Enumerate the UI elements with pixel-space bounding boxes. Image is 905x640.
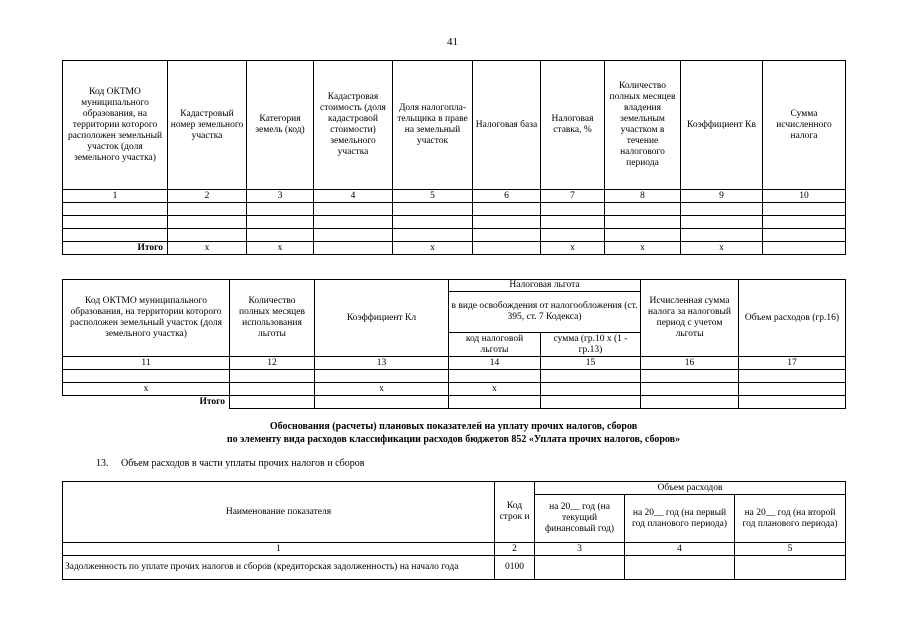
- header-cell: Объем расходов: [535, 482, 846, 495]
- header-cell: Коэффициент Кл: [315, 280, 449, 357]
- table-cell[interactable]: [739, 383, 846, 396]
- table-cell[interactable]: [315, 370, 449, 383]
- total-row: [63, 396, 846, 409]
- table-cell[interactable]: [168, 203, 247, 216]
- table-cell[interactable]: [314, 203, 393, 216]
- table-cell[interactable]: [393, 229, 473, 242]
- table-cell[interactable]: [314, 229, 393, 242]
- header-cell: Код строк и: [495, 482, 535, 543]
- column-number: 11: [63, 357, 230, 370]
- table-row: [63, 229, 846, 242]
- column-number: 10: [763, 190, 846, 203]
- total-cell[interactable]: [315, 396, 449, 409]
- section-number: 13.: [96, 458, 109, 469]
- total-cell[interactable]: [763, 242, 846, 255]
- total-cell: x: [681, 242, 763, 255]
- header-cell: на 20__ год (на второй год планового периода): [735, 495, 846, 543]
- column-number: 6: [473, 190, 541, 203]
- table-cell[interactable]: [763, 216, 846, 229]
- column-number: 16: [641, 357, 739, 370]
- row-label: Задолженность по уплате прочих налогов и сборов (кредиторская задолженность) на начало года: [63, 556, 495, 580]
- total-cell[interactable]: [641, 396, 739, 409]
- table-cell: x: [449, 383, 541, 396]
- table-cell[interactable]: [735, 556, 846, 580]
- table-row: [63, 216, 846, 229]
- table-cell[interactable]: [63, 216, 168, 229]
- table-cell[interactable]: [247, 216, 314, 229]
- total-cell: x: [247, 242, 314, 255]
- table-cell[interactable]: [763, 229, 846, 242]
- table-cell: x: [63, 383, 230, 396]
- column-number: 1: [63, 543, 495, 556]
- header-cell: Исчисленная сумма налога за налоговый период с учетом льготы: [641, 280, 739, 357]
- header-cell: Категория земель (код): [247, 61, 314, 190]
- column-number: 7: [541, 190, 605, 203]
- table-header-row: [63, 61, 846, 190]
- table-cell[interactable]: [63, 203, 168, 216]
- header-cell: Количество полных месяцев использования льготы: [230, 280, 315, 357]
- column-number: 3: [535, 543, 625, 556]
- table-cell[interactable]: [393, 216, 473, 229]
- header-cell: код налоговой льготы: [449, 333, 541, 357]
- table-row: [63, 556, 846, 580]
- table-cell[interactable]: [63, 370, 230, 383]
- table-header-row: [63, 280, 846, 292]
- header-cell: Объем расходов (гр.16): [739, 280, 846, 357]
- table-cell[interactable]: [681, 229, 763, 242]
- column-number: 4: [625, 543, 735, 556]
- column-number: 13: [315, 357, 449, 370]
- table-cell[interactable]: [314, 216, 393, 229]
- table-cell[interactable]: [541, 383, 641, 396]
- table-cell[interactable]: [681, 216, 763, 229]
- table-cell[interactable]: [535, 556, 625, 580]
- header-cell: Наименование показателя: [63, 482, 495, 543]
- heading-line: по элементу вида расходов классификации расходов бюджетов 852 «Уплата прочих налогов, сборов»: [226, 434, 681, 445]
- table-cell[interactable]: [739, 370, 846, 383]
- column-number-row: [63, 190, 846, 203]
- table-cell[interactable]: [541, 229, 605, 242]
- total-cell[interactable]: [230, 396, 315, 409]
- column-number: 15: [541, 357, 641, 370]
- heading-line: Обоснования (расчеты) плановых показателей на уплату прочих налогов, сборов: [269, 421, 638, 432]
- table-cell[interactable]: [168, 229, 247, 242]
- total-cell[interactable]: [473, 242, 541, 255]
- table-cell[interactable]: [605, 216, 681, 229]
- header-cell: Налоговая льгота: [449, 280, 641, 292]
- table-cell[interactable]: [473, 203, 541, 216]
- column-number: 17: [739, 357, 846, 370]
- header-cell: Код ОКТМО муниципального образования, на территории которого расположен земельный участок (доля земельного участка): [63, 61, 168, 190]
- header-cell: в виде освобождения от налогообложения (ст. 395, ст. 7 Кодекса): [449, 292, 641, 332]
- header-cell: на 20__ год (на текущий финансовый год): [535, 495, 625, 543]
- column-number: 5: [735, 543, 846, 556]
- table-cell[interactable]: [681, 203, 763, 216]
- land-tax-table: [62, 60, 846, 255]
- total-cell: x: [605, 242, 681, 255]
- table-cell[interactable]: [641, 370, 739, 383]
- table-cell[interactable]: [247, 203, 314, 216]
- column-number: 14: [449, 357, 541, 370]
- header-cell: на 20__ год (на первый год планового периода): [625, 495, 735, 543]
- total-cell[interactable]: [449, 396, 541, 409]
- total-cell: x: [393, 242, 473, 255]
- table-cell[interactable]: [63, 229, 168, 242]
- total-label: Итого: [199, 396, 225, 407]
- total-cell[interactable]: [314, 242, 393, 255]
- column-number: 3: [247, 190, 314, 203]
- table-cell[interactable]: [605, 229, 681, 242]
- total-label: Итого: [63, 242, 168, 255]
- table-cell[interactable]: [473, 216, 541, 229]
- header-cell: Налоговая база: [473, 61, 541, 190]
- page-number: 41: [447, 36, 458, 48]
- column-number-row: [63, 357, 846, 370]
- table-cell[interactable]: [473, 229, 541, 242]
- table-cell[interactable]: [393, 203, 473, 216]
- header-cell: Доля налогопла-тельщика в праве на земельный участок: [393, 61, 473, 190]
- table-cell[interactable]: [230, 383, 315, 396]
- table-cell[interactable]: [247, 229, 314, 242]
- table-cell[interactable]: [641, 383, 739, 396]
- section-title: [96, 458, 364, 469]
- table-cell[interactable]: [541, 203, 605, 216]
- total-cell[interactable]: [739, 396, 846, 409]
- table-cell[interactable]: [541, 370, 641, 383]
- table-cell[interactable]: [230, 370, 315, 383]
- column-number: 12: [230, 357, 315, 370]
- row-code: 0100: [495, 556, 535, 580]
- total-cell: x: [541, 242, 605, 255]
- table-cell[interactable]: [449, 370, 541, 383]
- table-row: [63, 383, 846, 396]
- table-cell[interactable]: [625, 556, 735, 580]
- table-row: [63, 370, 846, 383]
- table-cell[interactable]: [605, 203, 681, 216]
- header-cell: сумма (гр.10 x (1 - гр.13): [541, 333, 641, 357]
- total-row: [63, 242, 846, 255]
- column-number: 1: [63, 190, 168, 203]
- column-number: 8: [605, 190, 681, 203]
- column-number: 9: [681, 190, 763, 203]
- other-taxes-table: [62, 481, 846, 580]
- header-cell: Кадастровая стоимость (доля кадастровой стоимости) земельного участка: [314, 61, 393, 190]
- column-number: 2: [495, 543, 535, 556]
- total-cell: x: [168, 242, 247, 255]
- header-cell: Количество полных месяцев владения земельным участком в течение налогового периода: [605, 61, 681, 190]
- table-cell[interactable]: [763, 203, 846, 216]
- total-cell[interactable]: [541, 396, 641, 409]
- column-number-row: [63, 543, 846, 556]
- column-number: 4: [314, 190, 393, 203]
- table-cell[interactable]: [541, 216, 605, 229]
- table-cell[interactable]: [168, 216, 247, 229]
- column-number: 2: [168, 190, 247, 203]
- section-title-text: Объем расходов в части уплаты прочих налогов и сборов: [121, 458, 365, 469]
- header-cell: Сумма исчисленного налога: [763, 61, 846, 190]
- table-cell: x: [315, 383, 449, 396]
- header-cell: Кадастровый номер земельного участка: [168, 61, 247, 190]
- header-cell: Налоговая ставка, %: [541, 61, 605, 190]
- header-cell: Коэффициент Кв: [681, 61, 763, 190]
- tax-benefit-table: [62, 279, 846, 409]
- table-header-row: [63, 482, 846, 495]
- table-row: [63, 203, 846, 216]
- header-cell: Код ОКТМО муниципального образования, на территории которого расположен земельный участок (доля земельного участка): [63, 280, 230, 357]
- section-heading: [62, 420, 845, 446]
- column-number: 5: [393, 190, 473, 203]
